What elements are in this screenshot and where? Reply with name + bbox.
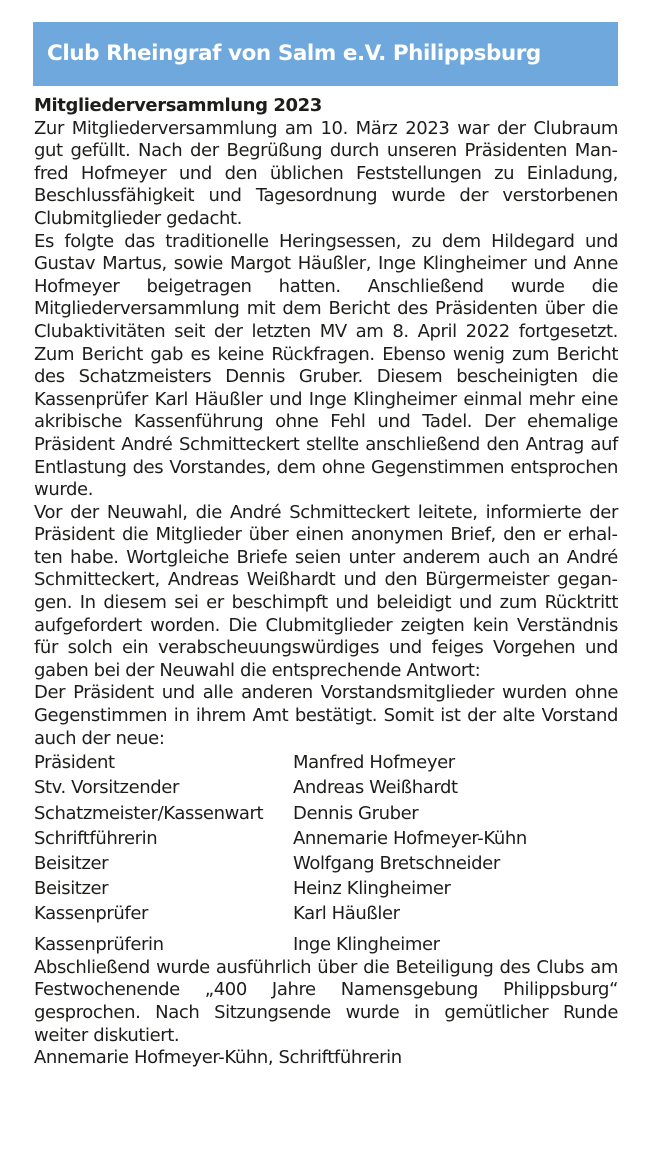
paragraph-intro: Zur Mitgliederversammlung am 10. März 2023 war der Clubraum gut gefüllt. Nach der Begrüßung durch unseren Präsidenten Manfred Hofmeyer und den üblichen Feststellungen zu Einladung, Beschlussfähigkeit und Tagesordnung wurde der verstorbenen Clubmitglieder gedacht. — [34, 117, 618, 229]
paragraph-closing: Abschließend wurde ausführlich über die Beteiligung des Clubs am Festwochenende „400 Jahre Namensgebung Philippsburg“ gesprochen. Nach Sitzungsende wurde in gemütlicher Runde weiter diskutiert. — [34, 956, 618, 1046]
board-list — [34, 750, 618, 957]
board-row — [34, 876, 618, 901]
board-row — [34, 826, 618, 851]
board-member-name: Karl Häußler — [293, 903, 400, 925]
board-member-name: Wolfgang Bretschneider — [293, 852, 500, 874]
board-role: Präsident — [34, 752, 115, 774]
signature: Annemarie Hofmeyer-Kühn, Schriftführerin — [34, 1047, 402, 1069]
board-row — [34, 750, 618, 775]
board-member-name: Heinz Klingheimer — [293, 878, 451, 900]
board-role: Beisitzer — [34, 878, 109, 900]
board-member-name: Annemarie Hofmeyer-Kühn — [293, 827, 527, 849]
board-row — [34, 901, 618, 926]
board-role: Kassenprüfer — [34, 903, 149, 925]
paragraph-board-intro: Der Präsident und alle anderen Vorstandsmitglieder wurden ohne Gegenstimmen in ihrem Amt bestätigt. Somit ist der alte Vorstand auch der neue: — [34, 682, 618, 749]
paragraph-election: Vor der Neuwahl, die André Schmitteckert leitete, informierte der Präsident die Mitglieder über einen anonymen Brief, den er erhalten habe. Wortgleiche Briefe seien unter anderem auch an André Schmitteckert, Andreas Weißhardt und den Bürgermeister gegangen. In diesem sei er beschimpft und beleidigt und zum Rücktritt aufgefordert worden. Die Clubmitglieder zeigten kein Verständnis für solch ein verabscheuungswürdiges und feiges Vorgehen und gaben bei der Neuwahl die entsprechende Antwort: — [34, 501, 618, 681]
board-role: Stv. Vorsitzender — [34, 777, 179, 799]
article — [34, 95, 618, 1070]
board-member-name: Inge Klingheimer — [293, 933, 440, 955]
article-title: Mitgliederversammlung 2023 — [34, 95, 322, 116]
board-row — [34, 932, 618, 957]
board-member-name: Dennis Gruber — [293, 802, 419, 824]
board-role: Schriftführerin — [34, 827, 158, 849]
header-banner — [33, 22, 618, 86]
board-row — [34, 775, 618, 800]
club-name-heading: Club Rheingraf von Salm e.V. Philippsburg — [47, 41, 541, 66]
board-member-name: Manfred Hofmeyer — [293, 752, 455, 774]
board-member-name: Andreas Weißhardt — [293, 777, 458, 799]
board-row — [34, 801, 618, 826]
paragraph-reports: Es folgte das traditionelle Heringsessen, zu dem Hildegard und Gustav Martus, sowie Margot Häußler, Inge Klingheimer und Anne Hofmeyer beigetragen hatten. Anschließend wurde die Mitgliederversammlung mit dem Bericht des Präsidenten über die Clubaktivitäten seit der letzten MV am 8. April 2022 fortgesetzt. Zum Bericht gab es keine Rückfragen. Ebenso wenig zum Bericht des Schatzmeisters Dennis Gruber. Diesem bescheinigten die Kassenprüfer Karl Häußler und Inge Klingheimer einmal mehr eine akribische Kassenführung ohne Fehl und Tadel. Der ehemalige Präsident André Schmitteckert stellte anschließend den Antrag auf Entlastung des Vorstandes, dem ohne Gegenstimmen entsprochen wurde. — [34, 230, 618, 501]
board-role: Schatzmeister/Kassenwart — [34, 802, 264, 824]
board-row — [34, 851, 618, 876]
board-role: Kassenprüferin — [34, 933, 164, 955]
board-role: Beisitzer — [34, 852, 109, 874]
